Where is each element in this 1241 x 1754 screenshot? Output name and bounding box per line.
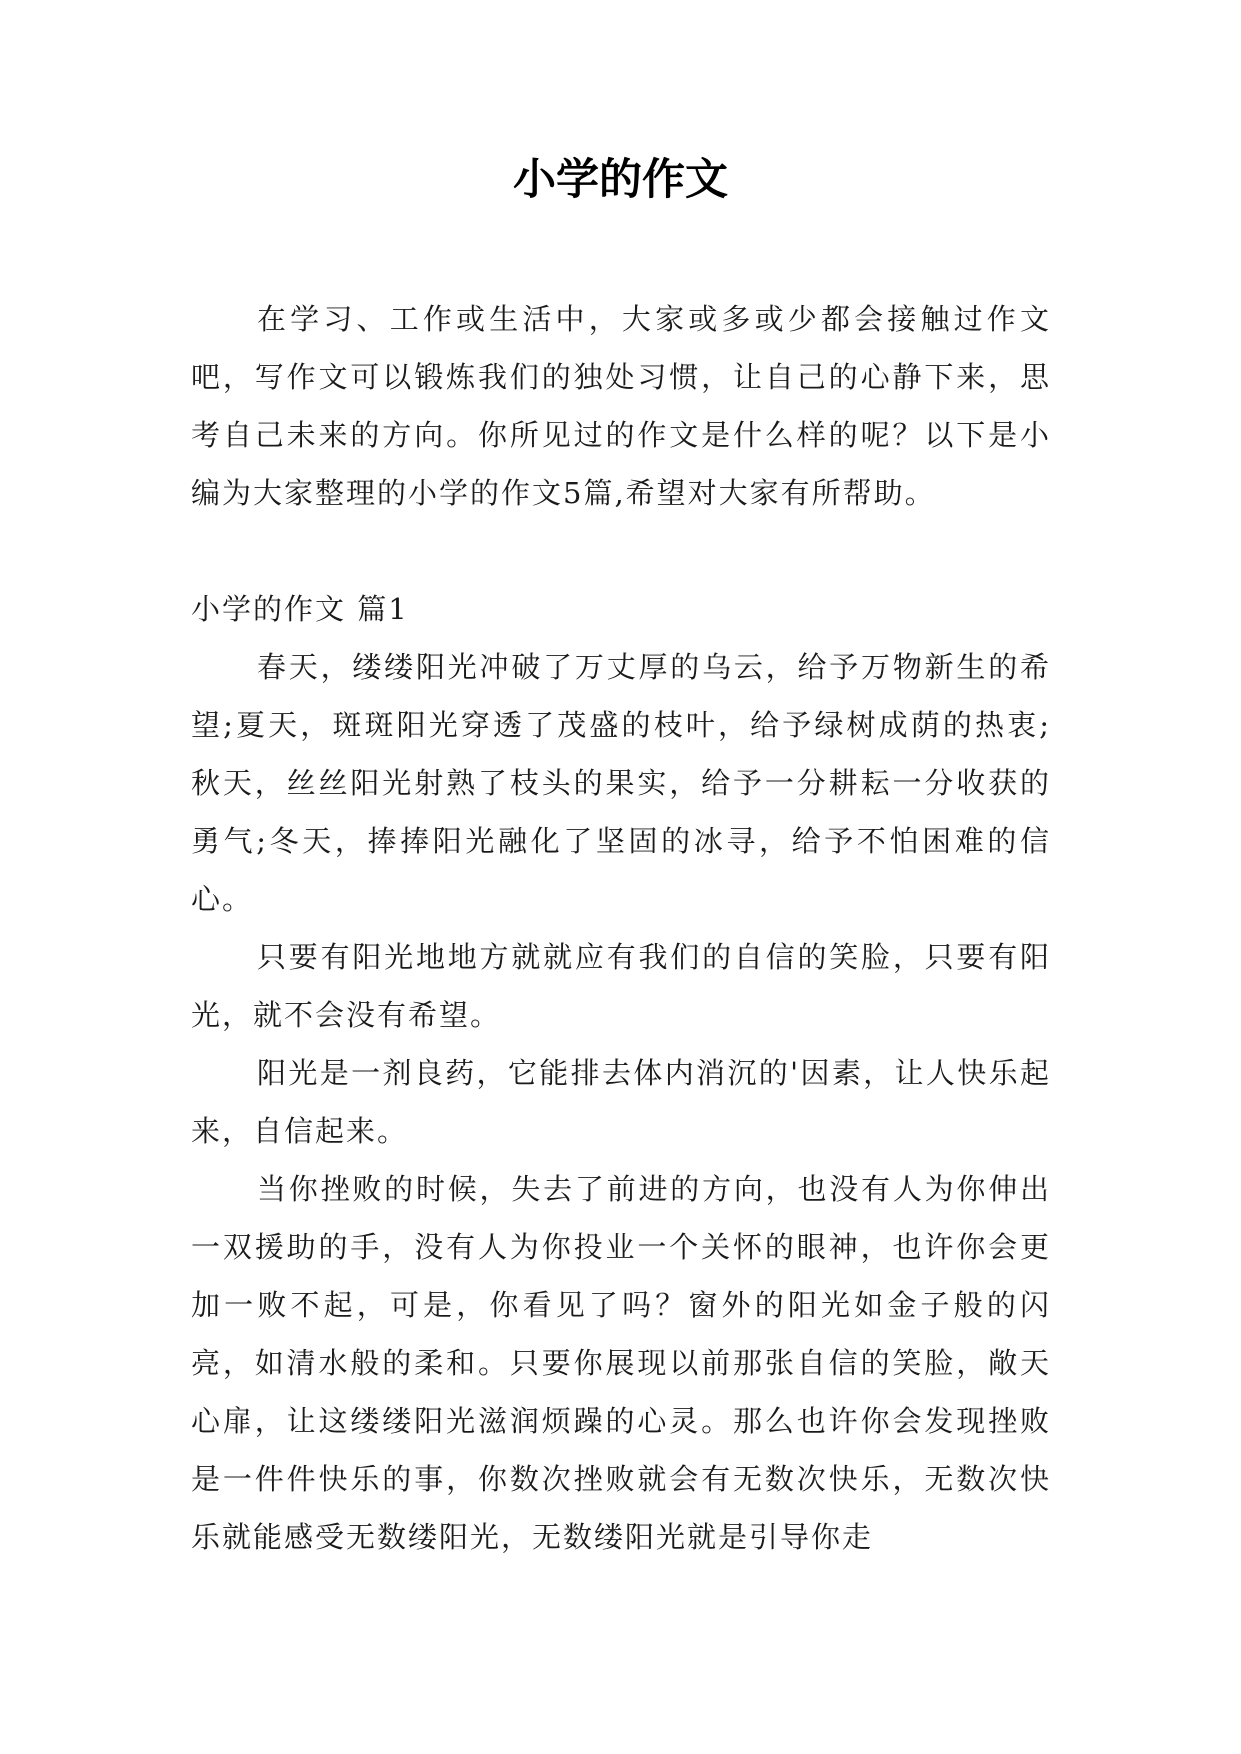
body-paragraph: 春天，缕缕阳光冲破了万丈厚的乌云，给予万物新生的希望;夏天，斑斑阳光穿透了茂盛的枝叶，给予绿树成荫的热衷;秋天，丝丝阳光射熟了枝头的果实，给予一分耕耘一分收获的勇气;冬天，捧捧阳光融化了坚固的冰寻，给予不怕困难的信心。 [191, 650, 1051, 916]
document-body [191, 290, 1051, 1566]
body-paragraph: 阳光是一剂良药，它能排去体内消沉的'因素，让人快乐起来，自信起来。 [191, 1056, 1051, 1148]
section-heading: 小学的作文 篇1 [191, 592, 409, 626]
body-paragraph: 只要有阳光地地方就就应有我们的自信的笑脸，只要有阳光，就不会没有希望。 [191, 940, 1051, 1032]
document-title: 小学的作文 [513, 155, 728, 205]
body-paragraph: 当你挫败的时候，失去了前进的方向，也没有人为你伸出一双援助的手，没有人为你投业一个关怀的眼神，也许你会更加一败不起，可是，你看见了吗？窗外的阳光如金子般的闪亮，如清水般的柔和。只要你展现以前那张自信的笑脸，敞天心扉，让这缕缕阳光滋润烦躁的心灵。那么也许你会发现挫败是一件件快乐的事，你数次挫败就会有无数次快乐，无数次快乐就能感受无数缕阳光，无数缕阳光就是引导你走 [191, 1172, 1051, 1554]
intro-paragraph: 在学习、工作或生活中，大家或多或少都会接触过作文吧，写作文可以锻炼我们的独处习惯，让自己的心静下来，思考自己未来的方向。你所见过的作文是什么样的呢？以下是小编为大家整理的小学的作文5篇,希望对大家有所帮助。 [191, 302, 1051, 510]
